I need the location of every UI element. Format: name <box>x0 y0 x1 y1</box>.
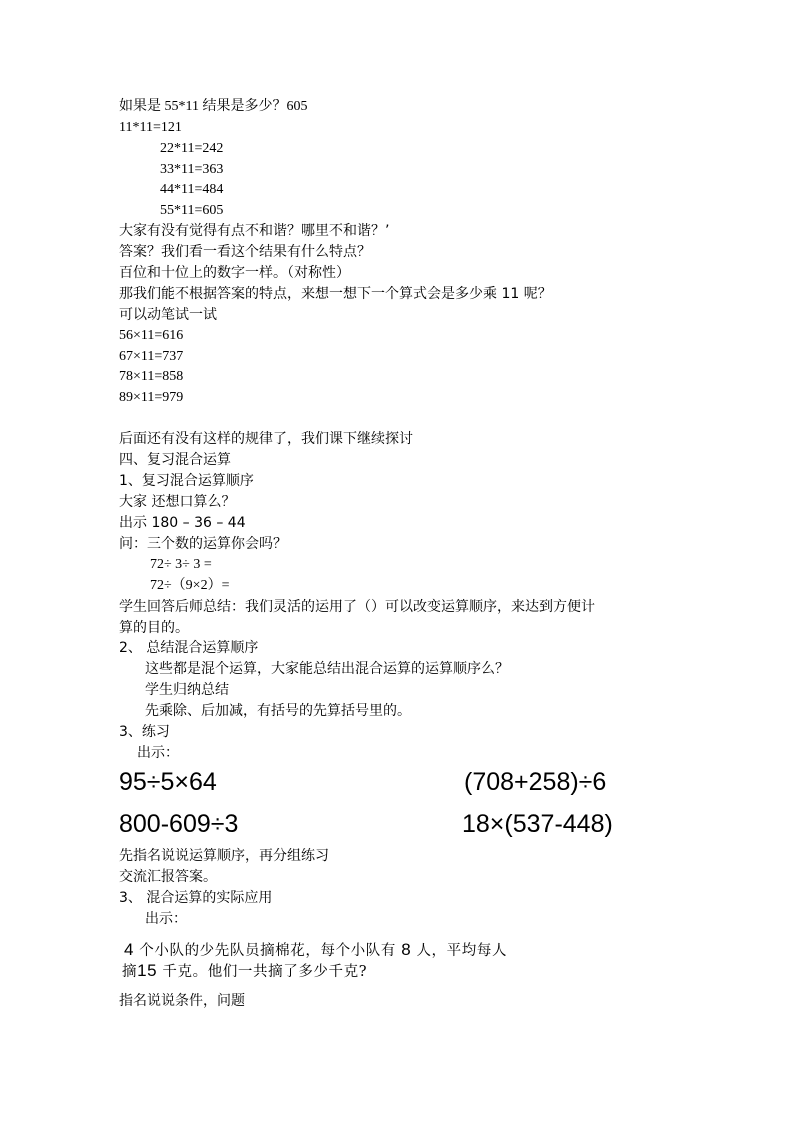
text-line: 大家 还想口算么？ <box>119 494 236 510</box>
section-heading: 四、复习混合运算 <box>119 452 231 468</box>
text-line: 11*11=121 <box>119 120 182 135</box>
problem-text: 人，平均每人 <box>411 943 508 959</box>
text-line: 后面还有没有这样的规律了，我们课下继续探讨 <box>119 431 413 447</box>
text-line: 指名说说条件，问题 <box>119 993 245 1009</box>
exercise-expression: 18×(537-448) <box>462 810 613 838</box>
text-line: 3、练习 <box>119 724 170 740</box>
text-line: 3、 混合运算的实际应用 <box>119 890 273 906</box>
text-line: 学生归纳总结 <box>145 682 229 698</box>
problem-number: 8 <box>401 940 412 959</box>
text-line: 89×11=979 <box>119 390 184 405</box>
word-problem-line-1 <box>124 940 507 961</box>
text-line: 出示： <box>137 745 179 761</box>
text-line: 如果是 55*11 结果是多少？605 <box>119 99 308 114</box>
text-line: 大家有没有觉得有点不和谐？哪里不和谐？’ <box>119 223 390 239</box>
text-line: 可以动笔试一试 <box>119 307 217 323</box>
text-line: 78×11=858 <box>119 369 184 384</box>
text-line: 67×11=737 <box>119 349 184 364</box>
text-line: 交流汇报答案。 <box>119 869 217 885</box>
exercise-expression: 95÷5×64 <box>119 768 217 796</box>
text-line: 算的目的。 <box>119 620 189 636</box>
exercise-expression: 800-609÷3 <box>119 810 239 838</box>
text-line: 72÷（9×2）= <box>150 578 230 593</box>
text-line: 44*11=484 <box>160 182 224 197</box>
problem-text: 摘 <box>122 964 138 980</box>
text-line: 这些都是混个运算，大家能总结出混合运算的运算顺序么？ <box>145 661 509 677</box>
problem-number: 4 <box>124 940 135 959</box>
text-line: 先指名说说运算顺序，再分组练习 <box>119 848 329 864</box>
text-line: 72÷ 3÷ 3 = <box>150 557 212 572</box>
text-line: 1、复习混合运算顺序 <box>119 473 254 489</box>
problem-text: 千克。他们一共摘了多少千克? <box>157 964 368 980</box>
text-line: 学生回答后师总结：我们灵活的运用了（）可以改变运算顺序，来达到方便计 <box>119 599 595 615</box>
text-line: 问：三个数的运算你会吗？ <box>119 536 287 552</box>
text-line: 33*11=363 <box>160 162 224 177</box>
text-line: 56×11=616 <box>119 328 184 343</box>
exercise-expression: (708+258)÷6 <box>464 768 607 796</box>
problem-text: 个小队的少先队员摘棉花，每个小队有 <box>134 943 402 959</box>
text-line: 那我们能不根据答案的特点，来想一想下一个算式会是多少乘 11 呢？ <box>119 286 552 302</box>
text-line: 百位和十位上的数字一样。（对称性） <box>119 265 350 281</box>
text-line: 出示 180 – 36 – 44 <box>119 515 246 531</box>
text-line: 22*11=242 <box>160 141 224 156</box>
text-line: 先乘除、后加减，有括号的先算括号里的。 <box>145 703 411 719</box>
text-line: 55*11=605 <box>160 203 224 218</box>
word-problem-line-2 <box>122 961 367 982</box>
text-line: 答案？我们看一看这个结果有什么特点？ <box>119 244 371 260</box>
text-line: 2、 总结混合运算顺序 <box>119 640 259 656</box>
problem-number: 15 <box>137 961 158 980</box>
text-line: 出示： <box>145 911 187 927</box>
